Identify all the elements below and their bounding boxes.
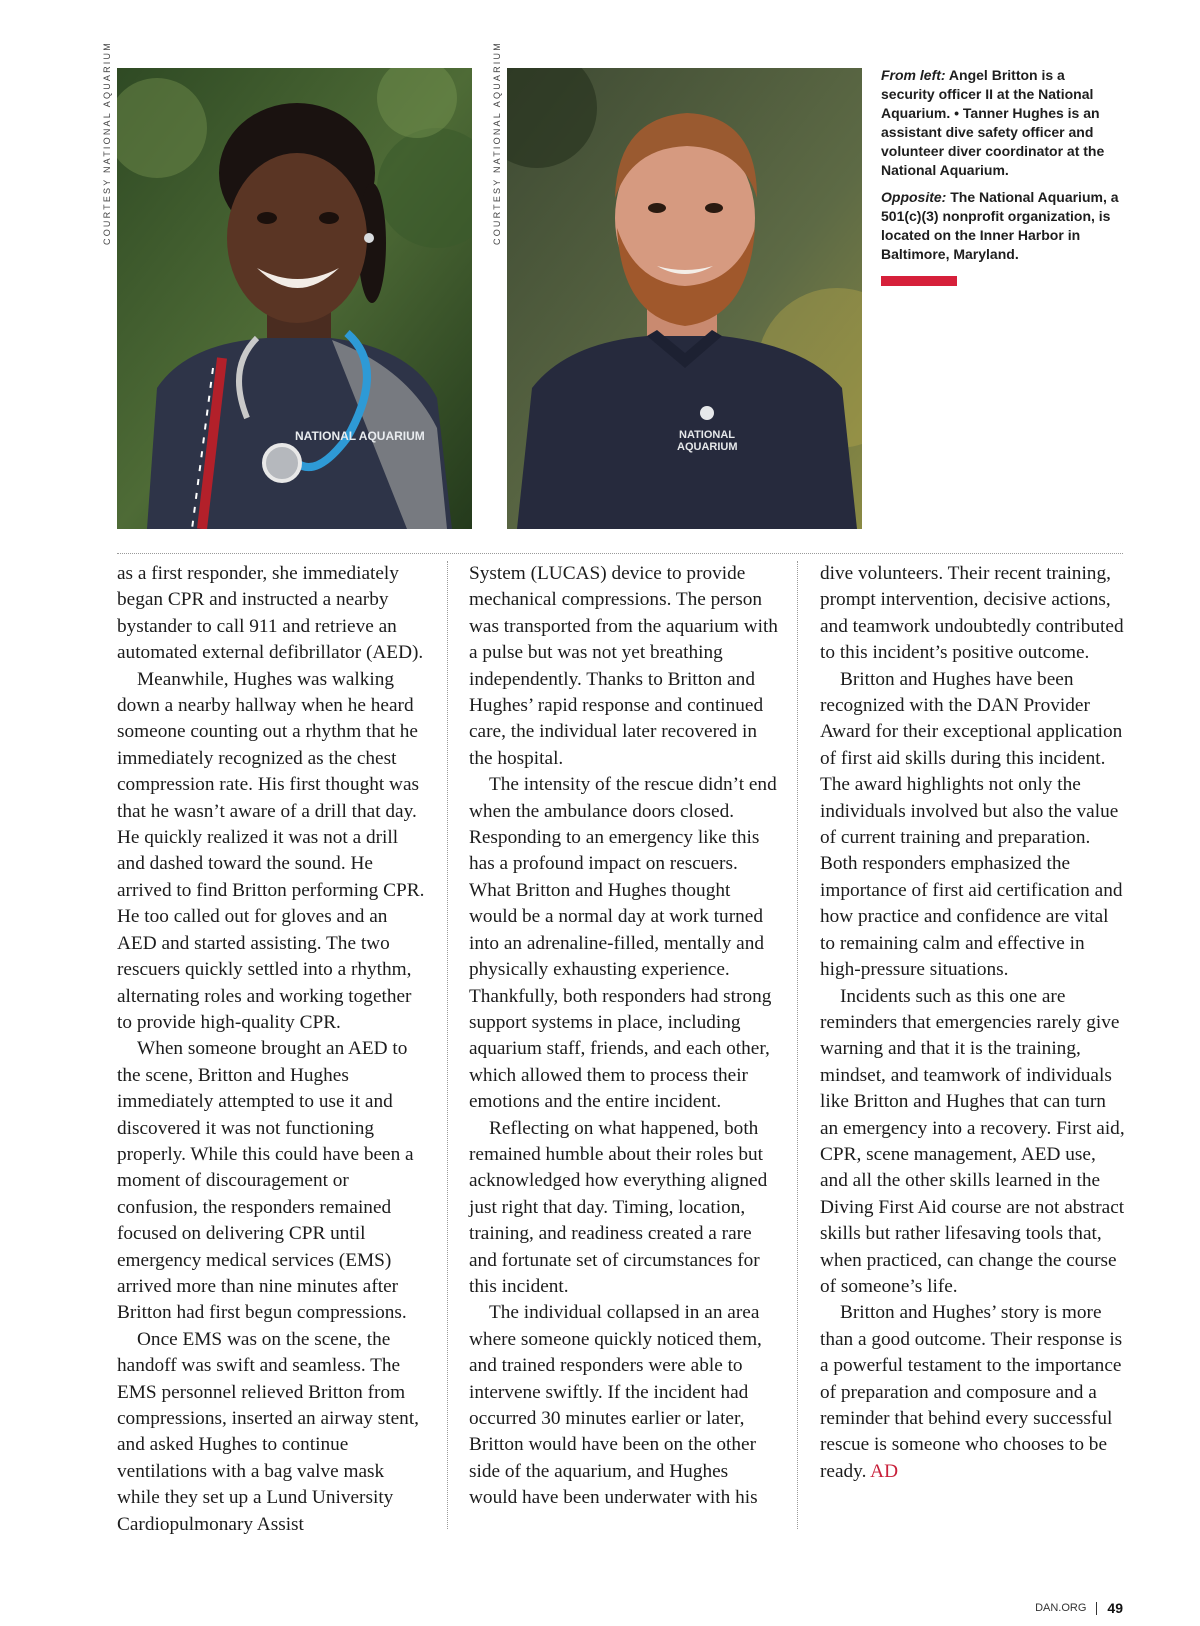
photo-credit-right: COURTESY NATIONAL AQUARIUM: [492, 41, 502, 245]
caption-paragraph-2: [881, 188, 1121, 264]
paragraph: Reflecting on what happened, both remained humble about their roles but acknowledged how everything aligned just right that day. Timing, location, training, and readiness created a rare and fortunate set of circumstances for this incident.: [469, 1117, 768, 1297]
divider-rule: [117, 553, 1123, 554]
paragraph: dive volunteers. Their recent training, prompt intervention, decisive actions, and teamwork undoubtedly contributed to this incident’s positive outcome.: [820, 563, 1124, 664]
paragraph: System (LUCAS) device to provide mechanical compressions. The person was transported from the aquarium with a pulse but was not yet breathing independently. Thanks to Britton and Hughes’ rapid response and continued care, the individual later recovered in the hospital.: [469, 563, 778, 769]
paragraph: Incidents such as this one are reminders that emergencies rarely give warning and that it is the training, mindset, and teamwork of individuals like Britton and Hughes that can turn an emergency into a recovery. First aid, CPR, scene management, AED use, and all the other skills learned in the Diving First Aid course are not abstract skills but rather lifesaving tools that, when practiced, can change the course of someone’s life.: [820, 985, 1125, 1297]
right-shirt-logo-line1: NATIONAL: [679, 429, 736, 441]
caption-text-2: The National Aquarium, a 501(c)(3) nonprofit organization, is located on the Inner Harbor in Baltimore, Maryland.: [881, 189, 1119, 262]
photo-credit-left: COURTESY NATIONAL AQUARIUM: [102, 41, 112, 245]
left-shirt-logo: NATIONAL AQUARIUM: [295, 429, 425, 443]
article-column-2: [469, 561, 781, 1536]
article-column-3: [820, 561, 1125, 1536]
final-paragraph-text: Britton and Hughes’ story is more than a good outcome. Their response is a powerful testament to the importance of preparation and composure and a reminder that behind every successful rescue is someone who chooses to be ready.: [820, 1302, 1123, 1482]
folio-separator: [1096, 1602, 1097, 1615]
page-folio: [1035, 1600, 1123, 1616]
photo-caption: [881, 66, 1121, 272]
page-number: 49: [1107, 1600, 1123, 1616]
paragraph: The intensity of the rescue didn’t end when the ambulance doors closed. Responding to an emergency like this has a profound impact on rescuers. What Britton and Hughes thought would be a normal day at work turned into an adrenaline-filled, mentally and physically exhausting experience. Thankfully, both responders had strong support systems in place, including aquarium staff, friends, and each other, which allowed them to process their emotions and the entire incident.: [469, 774, 777, 1113]
article-column-1: [117, 561, 429, 1536]
caption-text-1: Angel Britton is a security officer II at the National Aquarium. • Tanner Hughes is an assistant dive safety officer and volunteer diver coordinator at the National Aquarium.: [881, 67, 1105, 178]
paragraph: The individual collapsed in an area where someone quickly noticed them, and trained responders were able to intervene swiftly. If the incident had occurred 30 minutes earlier or later, Britton would have been on the other side of the aquarium, and Hughes would have been underwater with his: [469, 1302, 762, 1509]
caption-paragraph-1: [881, 66, 1121, 180]
paragraph: Once EMS was on the scene, the handoff was swift and seamless. The EMS personnel relieved Britton from compressions, inserted an airway stent, and asked Hughes to continue ventilations with a bag valve mask while they set up a Lund University Cardiopulmonary Assist: [117, 1328, 419, 1535]
photo-tanner-hughes: [507, 68, 862, 529]
column-rule-2: [797, 561, 798, 1529]
paragraph: Meanwhile, Hughes was walking down a nearby hallway when he heard someone counting out a rhythm that he immediately recognized as the chest compression rate. His first thought was that he wasn’t aware of a drill that day. He quickly realized it was not a drill and dashed toward the sound. He arrived to find Britton performing CPR. He too called out for gloves and an AED and started assisting. The two rescuers quickly settled into a rhythm, alternating roles and working together to provide high-quality CPR.: [117, 668, 425, 1033]
caption-lead-2: Opposite:: [881, 189, 947, 205]
column-rule-1: [447, 561, 448, 1529]
site-url: DAN.ORG: [1035, 1601, 1087, 1614]
photo-angel-britton: [117, 68, 472, 529]
paragraph: as a first responder, she immediately began CPR and instructed a nearby bystander to call 911 and retrieve an automated external defibrillator (AED).: [117, 563, 424, 664]
caption-accent-bar: [881, 276, 957, 286]
paragraph: When someone brought an AED to the scene, Britton and Hughes immediately attempted to use it and discovered it was not functioning properly. While this could have been a moment of discouragement or confusion, the responders remained focused on delivering CPR until emergency medical services (EMS) arrived more than nine minutes after Britton had first begun compressions.: [117, 1038, 414, 1324]
paragraph-final: [820, 1300, 1125, 1485]
caption-lead-1: From left:: [881, 67, 946, 83]
right-shirt-logo-line2: AQUARIUM: [677, 441, 738, 453]
paragraph: Britton and Hughes have been recognized with the DAN Provider Award for their exceptional application of first aid skills during this incident. The award highlights not only the individuals involved but also the value of current training and preparation. Both responders emphasized the importance of first aid certification and how practice and confidence are vital to remaining calm and effective in high-pressure situations.: [820, 668, 1123, 981]
end-mark: AD: [870, 1460, 899, 1482]
